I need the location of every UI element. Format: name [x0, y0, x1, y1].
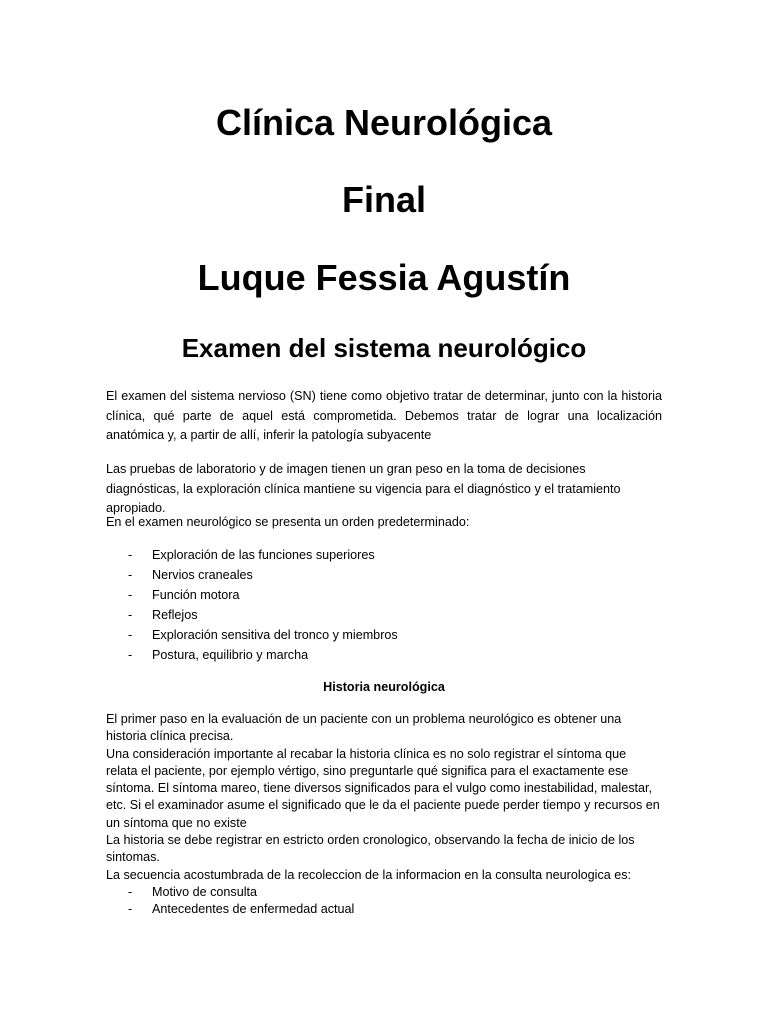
document-author: Luque Fessia Agustín: [197, 257, 571, 298]
list-item: [106, 901, 662, 918]
text-line: La secuencia acostumbrada de la recoleccion de la informacion en la consulta neurologica es:: [106, 867, 632, 882]
list-item: [106, 605, 662, 625]
history-paragraph: [106, 711, 662, 884]
list-item-text: Antecedentes de enfermedad actual: [152, 902, 355, 917]
list-bullet: -: [128, 568, 133, 582]
list-item-text: Exploración de las funciones superiores: [152, 548, 375, 562]
text-line: sintomas.: [106, 850, 160, 865]
list-bullet: -: [128, 648, 133, 662]
list-item-text: Postura, equilibrio y marcha: [152, 648, 309, 662]
list-item-text: Nervios craneales: [152, 568, 253, 582]
list-bullet: -: [128, 902, 133, 917]
text-line: Una consideración importante al recabar la historia clínica es no solo registrar el síntoma que: [106, 746, 627, 761]
text-line: etc. Si el examinador asume el significado que le da el paciente puede perder tiempo y recursos en: [106, 798, 660, 813]
document-title: Clínica Neurológica: [215, 102, 553, 143]
list-item: [106, 585, 662, 605]
text-line: historia clínica precisa.: [106, 729, 234, 744]
subsection-heading: Historia neurológica: [323, 680, 445, 694]
text-line: El primer paso en la evaluación de un paciente con un problema neurológico es obtener una: [106, 712, 622, 726]
section-title: Examen del sistema neurológico: [181, 333, 587, 363]
intro-paragraph: Las pruebas de laboratorio y de imagen tienen un gran peso en la toma de decisiones diagnósticas, la exploración clínica mantiene su vigencia para el diagnóstico y el tratamiento apropiado.: [106, 462, 621, 516]
list-bullet: -: [128, 885, 133, 899]
list-item: [106, 645, 662, 665]
text-line: un síntoma que no existe: [106, 815, 247, 830]
intro-paragraph: El examen del sistema nervioso (SN) tiene como objetivo tratar de determinar, junto con la historia clínica, qué parte de aquel está comprometida. Debemos tratar de lograr una localización anatómica y, a partir de allí, inferir la patología subyacente: [106, 389, 662, 443]
list-bullet: -: [128, 628, 133, 642]
text-line: síntoma. El síntoma mareo, tiene diversos significados para el vulgo como inestabilidad, malestar,: [106, 781, 653, 796]
list-item: [106, 625, 662, 645]
list-bullet: -: [128, 548, 133, 562]
text-line: relata el paciente, por ejemplo vértigo, sino preguntarle qué significa para el exactamente ese: [106, 763, 629, 778]
intro-paragraph: En el examen neurológico se presenta un orden predeterminado:: [106, 515, 470, 529]
text-line: La historia se debe registrar en estricto orden cronologico, observando la fecha de inicio de los: [106, 833, 635, 848]
document-title-final: Final: [341, 179, 426, 220]
list-item-text: Exploración sensitiva del tronco y miembros: [152, 628, 398, 642]
list-item-text: Reflejos: [152, 608, 198, 622]
list-item: [106, 545, 662, 565]
list-bullet: -: [128, 588, 133, 602]
list-item-text: Motivo de consulta: [152, 885, 258, 899]
list-item-text: Función motora: [152, 588, 240, 602]
list-item: [106, 565, 662, 585]
exam-order-list: [106, 545, 662, 665]
history-sequence-list: [106, 884, 662, 919]
list-bullet: -: [128, 608, 133, 622]
list-item: [106, 884, 662, 901]
